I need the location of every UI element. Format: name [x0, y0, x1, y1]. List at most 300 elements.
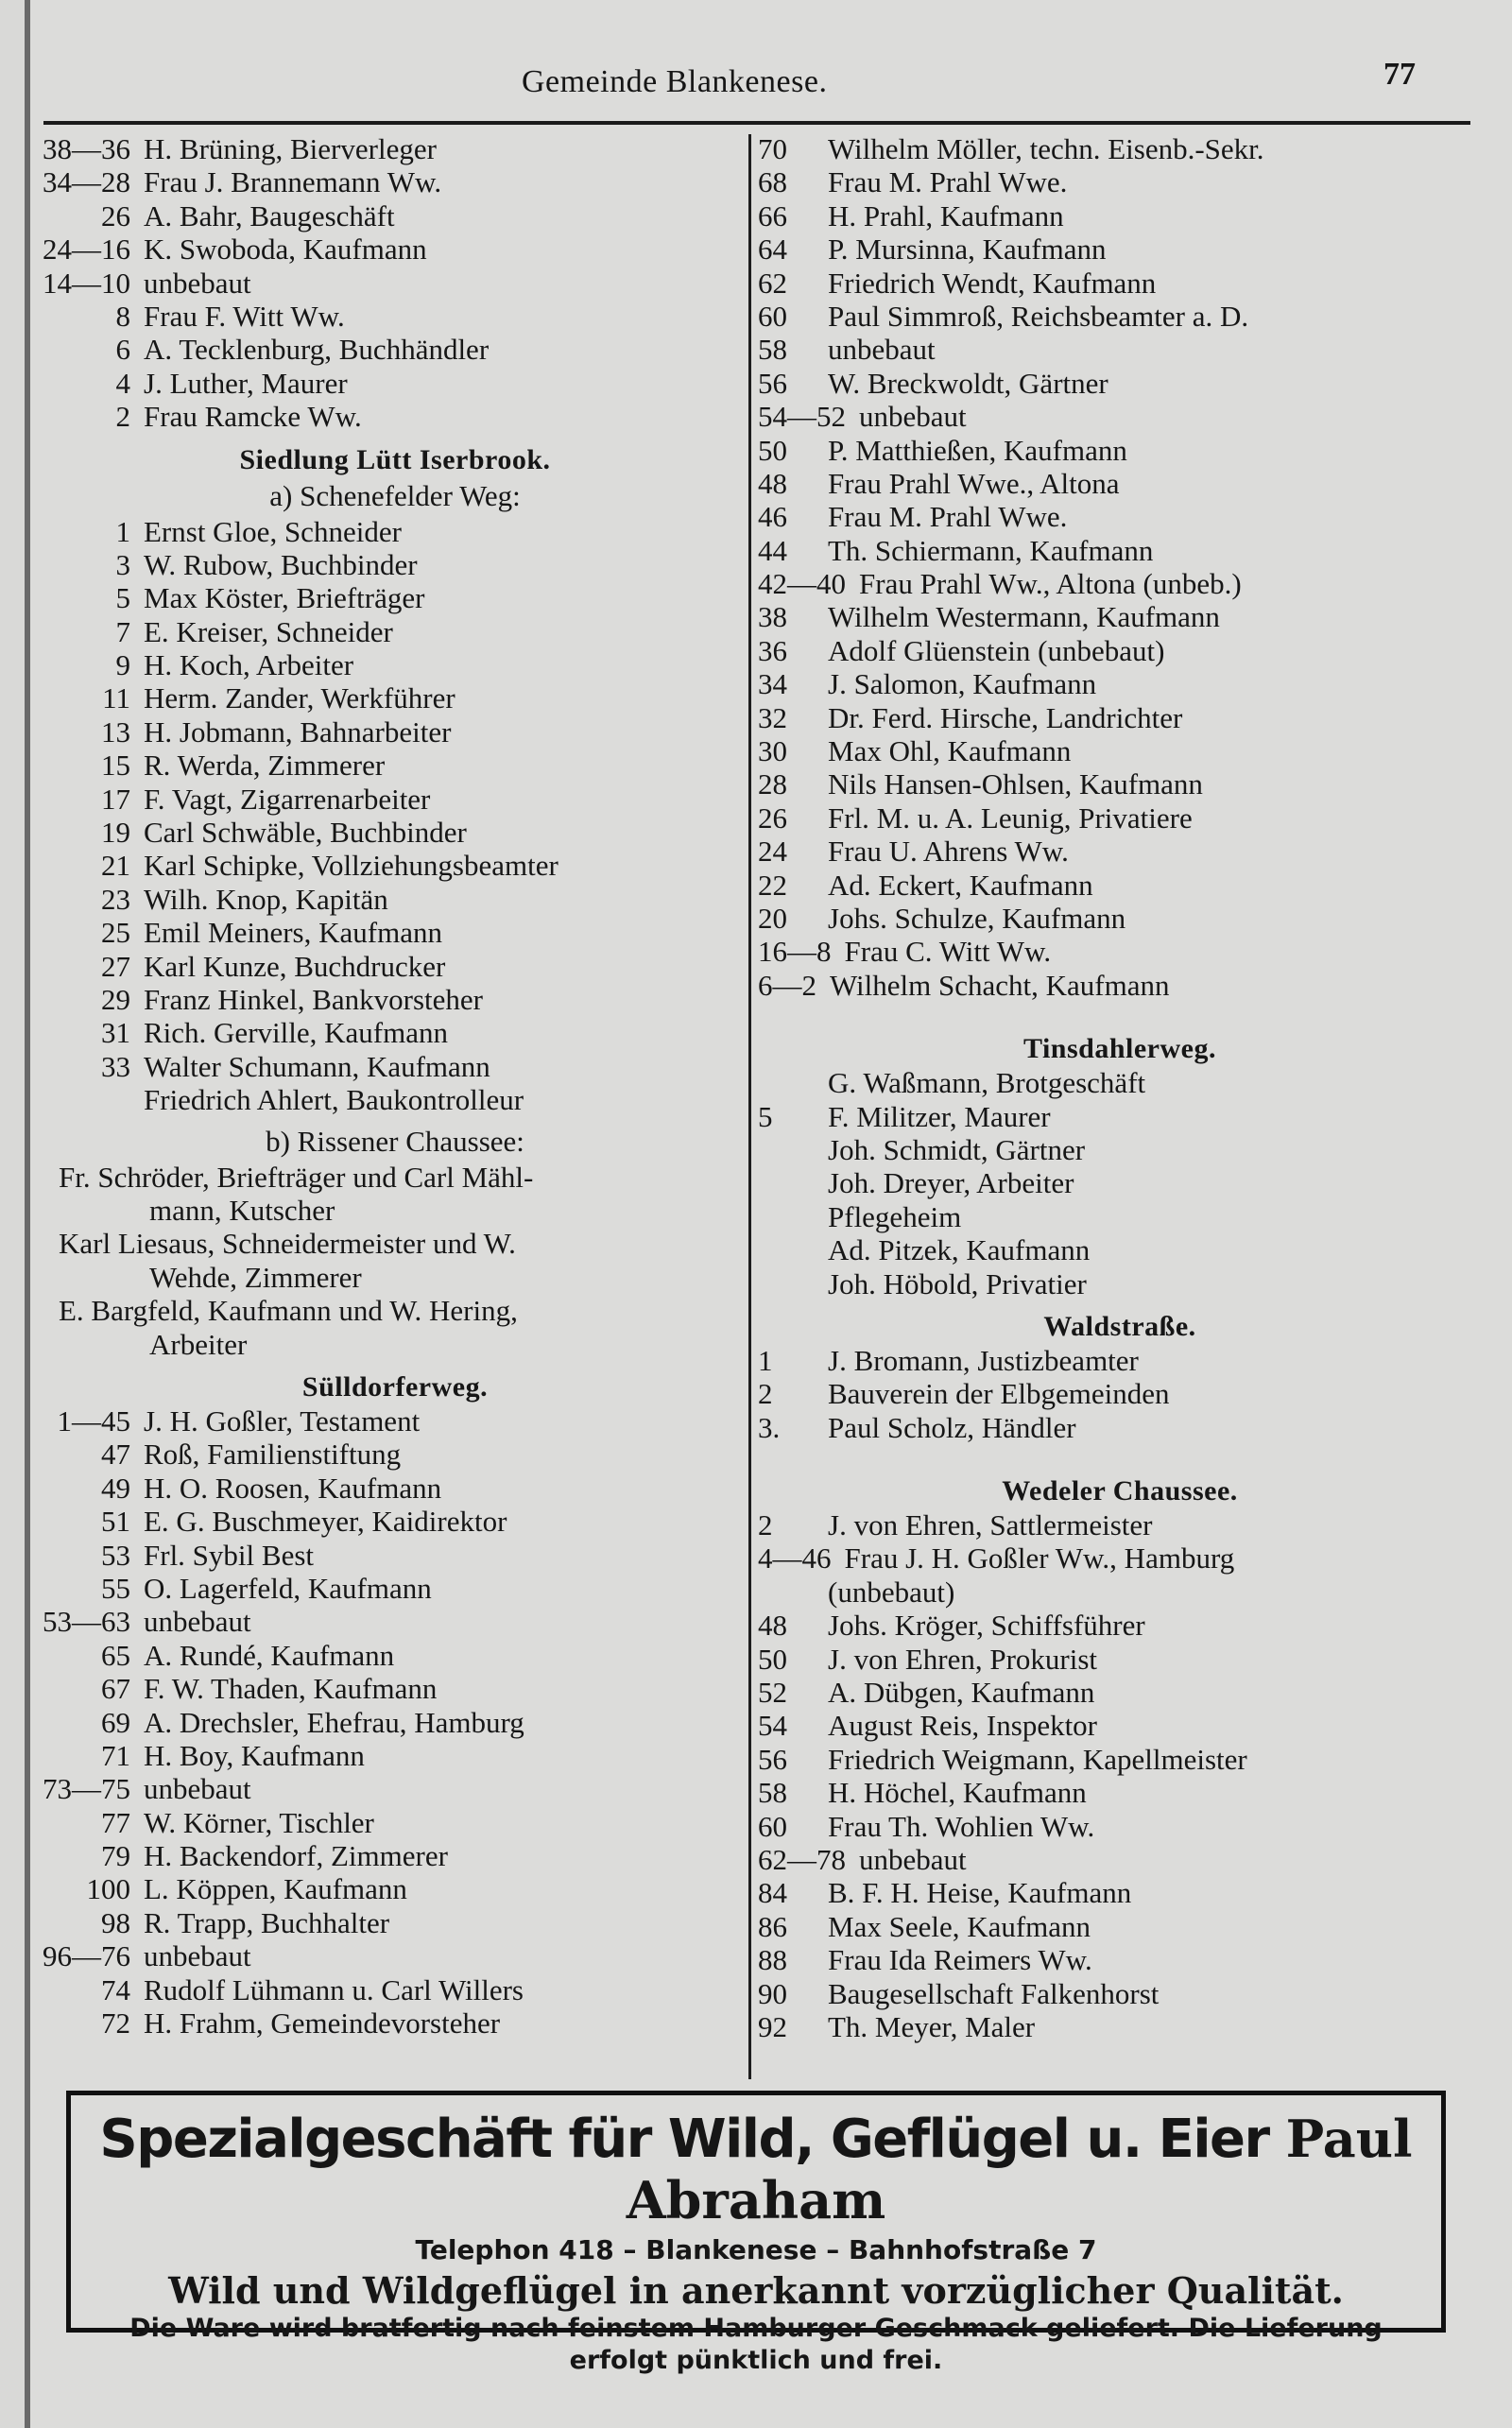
resident-name: Max Seele, Kaufmann — [828, 1909, 1091, 1943]
house-number: 22 — [758, 868, 787, 902]
directory-page — [25, 0, 1512, 2428]
resident-name: Frau Prahl Wwe., Altona — [828, 466, 1120, 500]
resident-name: unbebaut — [144, 1772, 251, 1806]
house-number: 72 — [101, 2006, 130, 2041]
resident-name: Joh. Schmidt, Gärtner — [828, 1132, 1086, 1166]
entry-continuation: Wehde, Zimmerer — [149, 1260, 362, 1294]
house-number: 8 — [115, 299, 130, 333]
entry-line: Fr. Schröder, Briefträger und Carl Mähl- — [59, 1160, 534, 1194]
house-number: 60 — [758, 299, 787, 333]
directory-entry — [36, 681, 754, 715]
directory-entry — [36, 1806, 754, 1839]
directory-entry — [36, 300, 754, 333]
directory-entry — [36, 367, 754, 400]
house-number: 68 — [758, 165, 787, 199]
directory-entry — [36, 548, 754, 581]
resident-name: O. Lagerfeld, Kaufmann — [144, 1571, 432, 1605]
resident-name: Johs. Kröger, Schiffsführer — [828, 1609, 1145, 1643]
house-number: 96—76 — [43, 1939, 130, 1973]
resident-name: Friedrich Ahlert, Baukontrolleur — [144, 1083, 524, 1117]
resident-name: Joh. Dreyer, Arbeiter — [828, 1166, 1074, 1200]
house-number: 56 — [758, 366, 787, 400]
house-number: 32 — [758, 700, 787, 734]
house-number: 54 — [758, 1709, 787, 1743]
resident-name: W. Körner, Tischler — [144, 1805, 374, 1839]
house-number: 44 — [758, 533, 787, 567]
advertisement-box — [66, 2091, 1446, 2375]
house-number: 3 — [115, 547, 130, 581]
house-number: 88 — [758, 1943, 787, 1977]
directory-entry — [36, 1973, 754, 2006]
house-number: 60 — [758, 1809, 787, 1843]
house-number: 92 — [758, 2009, 787, 2043]
page-number: 77 — [1383, 57, 1416, 92]
directory-entry — [36, 199, 754, 232]
resident-name: P. Mursinna, Kaufmann — [828, 232, 1107, 267]
house-number: 29 — [101, 982, 130, 1016]
resident-name: J. Salomon, Kaufmann — [828, 667, 1097, 701]
directory-entry — [747, 902, 1493, 935]
subsection-rissener-chaussee: b) Rissener Chaussee: — [266, 1124, 524, 1158]
house-number: 27 — [101, 949, 130, 983]
resident-name: Karl Schipke, Vollziehungsbeamter — [144, 849, 558, 883]
resident-name: Frau Prahl Ww., Altona (unbeb.) — [859, 567, 1242, 601]
resident-name: Emil Meiners, Kaufmann — [144, 916, 442, 950]
house-number: 38—36 — [43, 132, 130, 165]
resident-name: Bauverein der Elbgemeinden — [828, 1377, 1170, 1411]
resident-name: F. W. Thaden, Kaufmann — [144, 1672, 438, 1706]
house-number: 50 — [758, 1642, 787, 1676]
resident-name: Pflegeheim — [828, 1199, 962, 1233]
resident-name: Th. Meyer, Maler — [828, 2009, 1036, 2043]
directory-entry-multiline — [36, 1161, 754, 1228]
house-number: 53 — [101, 1538, 130, 1572]
resident-name: Friedrich Wendt, Kaufmann — [828, 266, 1157, 300]
resident-name: Frau Ida Reimers Ww. — [828, 1943, 1092, 1977]
page-title: Gemeinde Blankenese. — [522, 64, 828, 99]
directory-entry — [747, 1508, 1493, 1541]
resident-name: Walter Schumann, Kaufmann — [144, 1049, 490, 1083]
directory-entry — [36, 1906, 754, 1939]
directory-entry — [747, 1810, 1493, 1843]
resident-name: H. Frahm, Gemeindevorsteher — [144, 2006, 501, 2041]
resident-name: A. Tecklenburg, Buchhändler — [144, 333, 490, 367]
house-number: 70 — [758, 132, 787, 165]
directory-entry — [36, 165, 754, 198]
house-number: 86 — [758, 1909, 787, 1943]
resident-name: Karl Kunze, Buchdrucker — [144, 949, 446, 983]
directory-entry — [747, 1066, 1493, 1099]
house-number: 16—8 — [758, 935, 832, 969]
resident-name: unbebaut — [828, 333, 936, 367]
house-number: 4—46 — [758, 1541, 832, 1576]
directory-entry — [747, 600, 1493, 633]
house-number: 9 — [115, 648, 130, 682]
ad-shop-owner: Paul Abraham — [626, 2109, 1413, 2230]
resident-name: (unbebaut) — [828, 1575, 955, 1609]
ad-delivery-note-2: erfolgt pünktlich und frei. — [569, 2346, 943, 2375]
resident-name: F. Vagt, Zigarrenarbeiter — [144, 782, 431, 816]
house-number: 2 — [758, 1377, 773, 1411]
resident-name: unbebaut — [859, 400, 967, 434]
directory-entry — [36, 1083, 754, 1116]
resident-name: H. Koch, Arbeiter — [144, 648, 354, 682]
directory-entry — [747, 1743, 1493, 1776]
wedeler-entries — [747, 1508, 1493, 2043]
resident-name: W. Rubow, Buchbinder — [144, 547, 418, 581]
house-number: 7 — [115, 614, 130, 648]
house-number: 4 — [115, 366, 130, 400]
house-number: 1—45 — [57, 1403, 130, 1438]
resident-name: Frau J. H. Goßler Ww., Hamburg — [844, 1541, 1235, 1576]
ad-contact: Telephon 418 – Blankenese – Bahnhofstraße 7 — [415, 2234, 1097, 2265]
directory-entry — [747, 1233, 1493, 1266]
resident-name: Ernst Gloe, Schneider — [144, 514, 402, 548]
house-number: 62—78 — [758, 1842, 846, 1876]
house-number: 66 — [758, 198, 787, 232]
house-number: 2 — [758, 1508, 773, 1542]
resident-name: Baugesellschaft Falkenhorst — [828, 1976, 1160, 2010]
section-heading-siedlung: Siedlung Lütt Iserbrook. — [239, 443, 551, 475]
tinsdahler-entries — [747, 1066, 1493, 1300]
directory-entry — [36, 615, 754, 648]
resident-name: H. Backendorf, Zimmerer — [144, 1839, 448, 1873]
directory-entry — [36, 1472, 754, 1505]
house-number: 1 — [115, 514, 130, 548]
resident-name: H. Jobmann, Bahnarbeiter — [144, 715, 452, 749]
directory-entry — [36, 783, 754, 816]
directory-entry — [36, 916, 754, 949]
directory-entry — [36, 1505, 754, 1538]
house-number: 90 — [758, 1976, 787, 2010]
house-number: 21 — [101, 849, 130, 883]
house-number: 100 — [86, 1872, 130, 1906]
directory-entry — [747, 467, 1493, 500]
resident-name: unbebaut — [144, 1605, 251, 1639]
directory-entry-multiline — [36, 1227, 754, 1294]
directory-entry — [36, 1539, 754, 1572]
sulldorfer-entries — [36, 1404, 754, 2040]
house-number: 6 — [115, 333, 130, 367]
directory-entry — [36, 515, 754, 548]
house-number: 48 — [758, 466, 787, 500]
house-number: 17 — [101, 782, 130, 816]
house-number: 5 — [115, 581, 130, 615]
directory-entry — [36, 1672, 754, 1705]
directory-entry — [36, 648, 754, 681]
house-number: 79 — [101, 1839, 130, 1873]
resident-name: A. Dübgen, Kaufmann — [828, 1676, 1095, 1710]
resident-name: H. Boy, Kaufmann — [144, 1738, 365, 1772]
house-number: 36 — [758, 633, 787, 667]
directory-entry — [747, 333, 1493, 366]
house-number: 56 — [758, 1742, 787, 1776]
house-number: 13 — [101, 715, 130, 749]
house-number: 65 — [101, 1638, 130, 1672]
house-number: 71 — [101, 1738, 130, 1772]
house-number: 55 — [101, 1571, 130, 1605]
house-number: 31 — [101, 1016, 130, 1050]
house-number: 1 — [758, 1343, 773, 1377]
directory-entry — [747, 165, 1493, 198]
resident-name: Joh. Höbold, Privatier — [828, 1266, 1087, 1300]
directory-entry — [36, 581, 754, 614]
directory-entry — [747, 567, 1493, 600]
page-header — [30, 57, 1512, 113]
directory-entry — [36, 1050, 754, 1083]
directory-entry — [747, 1576, 1493, 1609]
directory-entry — [36, 1872, 754, 1905]
rissener-entries — [36, 1161, 754, 1361]
directory-entry — [747, 232, 1493, 266]
house-number: 54—52 — [758, 400, 846, 434]
resident-name: Paul Simmroß, Reichsbeamter a. D. — [828, 299, 1249, 333]
resident-name: Max Köster, Briefträger — [144, 581, 425, 615]
resident-name: P. Matthießen, Kaufmann — [828, 433, 1127, 467]
directory-entry — [36, 1605, 754, 1638]
house-number: 2 — [115, 400, 130, 434]
resident-name: E. Kreiser, Schneider — [144, 614, 393, 648]
resident-name: August Reis, Inspektor — [828, 1709, 1098, 1743]
resident-name: J. von Ehren, Prokurist — [828, 1642, 1098, 1676]
house-number: 42—40 — [758, 567, 846, 601]
resident-name: Wilh. Knop, Kapitän — [144, 882, 388, 916]
resident-name: J. Bromann, Justizbeamter — [828, 1343, 1139, 1377]
resident-name: Frau Ramcke Ww. — [144, 400, 362, 434]
directory-entry — [747, 400, 1493, 433]
resident-name: A. Bahr, Baugeschäft — [144, 198, 395, 232]
house-number: 34—28 — [43, 165, 130, 199]
house-number: 24 — [758, 835, 787, 869]
directory-entry — [747, 667, 1493, 700]
resident-name: A. Drechsler, Ehefrau, Hamburg — [144, 1705, 524, 1739]
ad-tagline: Wild und Wildgeflügel in anerkannt vorzüglicher Qualität. — [168, 2269, 1344, 2312]
house-number: 74 — [101, 1972, 130, 2006]
directory-entry — [747, 835, 1493, 868]
resident-name: Rich. Gerville, Kaufmann — [144, 1016, 448, 1050]
ad-shop-type: Spezialgeschäft für Wild, Geflügel u. Eier — [99, 2109, 1269, 2170]
house-number: 50 — [758, 433, 787, 467]
directory-entry — [747, 1541, 1493, 1575]
house-number: 58 — [758, 1776, 787, 1810]
directory-entry — [747, 199, 1493, 232]
resident-name: J. von Ehren, Sattlermeister — [828, 1508, 1153, 1542]
house-number: 20 — [758, 901, 787, 935]
directory-entry — [747, 1411, 1493, 1444]
house-number: 19 — [101, 816, 130, 850]
resident-name: Th. Schiermann, Kaufmann — [828, 533, 1154, 567]
directory-entry — [747, 701, 1493, 734]
resident-name: Wilhelm Schacht, Kaufmann — [830, 968, 1170, 1002]
house-number: 11 — [102, 681, 130, 715]
directory-entry — [747, 1643, 1493, 1676]
directory-entry — [747, 1943, 1493, 1976]
left-column — [36, 132, 754, 2040]
schenefelder-entries — [36, 515, 754, 1117]
directory-entry — [36, 267, 754, 300]
house-number: 77 — [101, 1805, 130, 1839]
house-number: 15 — [101, 749, 130, 783]
directory-entry — [36, 400, 754, 433]
house-number: 52 — [758, 1676, 787, 1710]
house-number: 3. — [758, 1410, 781, 1444]
entry-continuation: mann, Kutscher — [149, 1193, 335, 1227]
directory-entry — [36, 232, 754, 266]
resident-name: H. Prahl, Kaufmann — [828, 198, 1064, 232]
entry-continuation: Arbeiter — [149, 1327, 248, 1361]
resident-name: Paul Scholz, Händler — [828, 1410, 1076, 1444]
spacer — [747, 1002, 1493, 1023]
house-number: 84 — [758, 1876, 787, 1910]
directory-entry — [747, 1377, 1493, 1410]
directory-entry — [747, 1776, 1493, 1809]
directory-entry — [747, 1876, 1493, 1909]
header-rule — [43, 121, 1470, 125]
house-number: 67 — [101, 1672, 130, 1706]
resident-name: G. Waßmann, Brotgeschäft — [828, 1066, 1146, 1100]
house-number: 64 — [758, 232, 787, 267]
house-number: 33 — [101, 1049, 130, 1083]
section-heading-tinsdahlerweg: Tinsdahlerweg. — [1023, 1033, 1216, 1065]
entry-line: Karl Liesaus, Schneidermeister und W. — [59, 1227, 516, 1261]
house-number: 73—75 — [43, 1772, 130, 1806]
directory-entry — [36, 1016, 754, 1049]
resident-name: Dr. Ferd. Hirsche, Landrichter — [828, 700, 1183, 734]
resident-name: W. Breckwoldt, Gärtner — [828, 366, 1108, 400]
resident-name: R. Werda, Zimmerer — [144, 749, 386, 783]
resident-name: unbebaut — [859, 1842, 967, 1876]
directory-entry — [747, 935, 1493, 968]
directory-entry — [747, 1977, 1493, 2010]
resident-name: Frau C. Witt Ww. — [844, 935, 1052, 969]
resident-name: H. O. Roosen, Kaufmann — [144, 1471, 442, 1505]
directory-entry — [747, 1166, 1493, 1199]
resident-name: Max Ohl, Kaufmann — [828, 734, 1072, 768]
resident-name: Johs. Schulze, Kaufmann — [828, 901, 1126, 935]
directory-entry — [747, 434, 1493, 467]
resident-name: Adolf Glüenstein (unbebaut) — [828, 633, 1165, 667]
house-number: 5 — [758, 1099, 773, 1133]
house-number: 58 — [758, 333, 787, 367]
house-number: 26 — [101, 198, 130, 232]
section-heading-sulldorferweg: Sülldorferweg. — [301, 1370, 489, 1403]
directory-entry — [747, 801, 1493, 835]
directory-entry — [36, 883, 754, 916]
directory-entry — [36, 132, 754, 165]
directory-entry — [747, 1709, 1493, 1742]
resident-name: F. Militzer, Maurer — [828, 1099, 1051, 1133]
directory-entry — [747, 267, 1493, 300]
directory-entry — [36, 2006, 754, 2040]
resident-name: E. G. Buschmeyer, Kaidirektor — [144, 1505, 507, 1539]
right-top-entries — [747, 132, 1493, 1002]
house-number: 49 — [101, 1471, 130, 1505]
entry-line: E. Bargfeld, Kaufmann und W. Hering, — [59, 1294, 518, 1328]
house-number: 14—10 — [43, 266, 130, 300]
directory-entry — [747, 734, 1493, 767]
directory-entry — [36, 1706, 754, 1739]
directory-entry — [36, 1404, 754, 1438]
resident-name: J. Luther, Maurer — [144, 366, 348, 400]
resident-name: Frl. Sybil Best — [144, 1538, 315, 1572]
directory-entry — [747, 500, 1493, 533]
ad-delivery-note-1: Die Ware wird bratfertig nach feinstem Hamburger Geschmack geliefert. Die Lieferung — [129, 2314, 1383, 2343]
directory-entry — [747, 300, 1493, 333]
section-heading-waldstrasse: Waldstraße. — [1043, 1310, 1196, 1342]
house-number: 51 — [101, 1505, 130, 1539]
directory-entry — [747, 869, 1493, 902]
resident-name: Frau F. Witt Ww. — [144, 299, 345, 333]
directory-entry — [747, 367, 1493, 400]
resident-name: B. F. H. Heise, Kaufmann — [828, 1876, 1132, 1910]
directory-entry — [36, 1639, 754, 1672]
house-number: 69 — [101, 1705, 130, 1739]
directory-entry — [36, 333, 754, 366]
resident-name: Frau U. Ahrens Ww. — [828, 835, 1069, 869]
house-number: 48 — [758, 1609, 787, 1643]
resident-name: Frau M. Prahl Wwe. — [828, 165, 1068, 199]
resident-name: K. Swoboda, Kaufmann — [144, 232, 427, 267]
resident-name: Carl Schwäble, Buchbinder — [144, 816, 467, 850]
directory-entry — [36, 950, 754, 983]
directory-entry — [36, 1772, 754, 1805]
house-number: 38 — [758, 600, 787, 634]
resident-name: Franz Hinkel, Bankvorsteher — [144, 982, 483, 1016]
directory-entry — [36, 1438, 754, 1471]
resident-name: H. Höchel, Kaufmann — [828, 1776, 1087, 1810]
directory-entry-multiline — [36, 1294, 754, 1361]
resident-name: Wilhelm Möller, techn. Eisenb.-Sekr. — [828, 132, 1264, 165]
directory-entry — [36, 1939, 754, 1972]
right-column — [747, 132, 1493, 2043]
resident-name: Frau Th. Wohlien Ww. — [828, 1809, 1095, 1843]
house-number: 47 — [101, 1438, 130, 1472]
resident-name: Frau J. Brannemann Ww. — [144, 165, 442, 199]
directory-entry — [747, 767, 1493, 801]
resident-name: Ad. Pitzek, Kaufmann — [828, 1233, 1091, 1267]
directory-entry — [36, 715, 754, 749]
directory-entry — [747, 1609, 1493, 1642]
waldstrasse-entries — [747, 1344, 1493, 1444]
house-number: 26 — [758, 801, 787, 835]
resident-name: Ad. Eckert, Kaufmann — [828, 868, 1093, 902]
house-number: 34 — [758, 667, 787, 701]
resident-name: Frl. M. u. A. Leunig, Privatiere — [828, 801, 1193, 835]
resident-name: R. Trapp, Buchhalter — [144, 1905, 390, 1939]
directory-entry — [747, 1910, 1493, 1943]
house-number: 23 — [101, 882, 130, 916]
resident-name: Roß, Familienstiftung — [144, 1438, 402, 1472]
resident-name: unbebaut — [144, 1939, 251, 1973]
directory-entry — [747, 1676, 1493, 1709]
house-number: 62 — [758, 266, 787, 300]
resident-name: Friedrich Weigmann, Kapellmeister — [828, 1742, 1247, 1776]
resident-name: Frau M. Prahl Wwe. — [828, 500, 1068, 534]
house-number: 98 — [101, 1905, 130, 1939]
resident-name: Wilhelm Westermann, Kaufmann — [828, 600, 1220, 634]
directory-entry — [747, 634, 1493, 667]
spacer — [747, 1444, 1493, 1465]
house-number: 24—16 — [43, 232, 130, 267]
house-number: 46 — [758, 500, 787, 534]
resident-name: A. Rundé, Kaufmann — [144, 1638, 395, 1672]
resident-name: Herm. Zander, Werkführer — [144, 681, 455, 715]
directory-entry — [747, 1843, 1493, 1876]
directory-entry — [36, 1572, 754, 1605]
left-top-entries — [36, 132, 754, 434]
directory-entry — [36, 749, 754, 782]
directory-entry — [747, 132, 1493, 165]
